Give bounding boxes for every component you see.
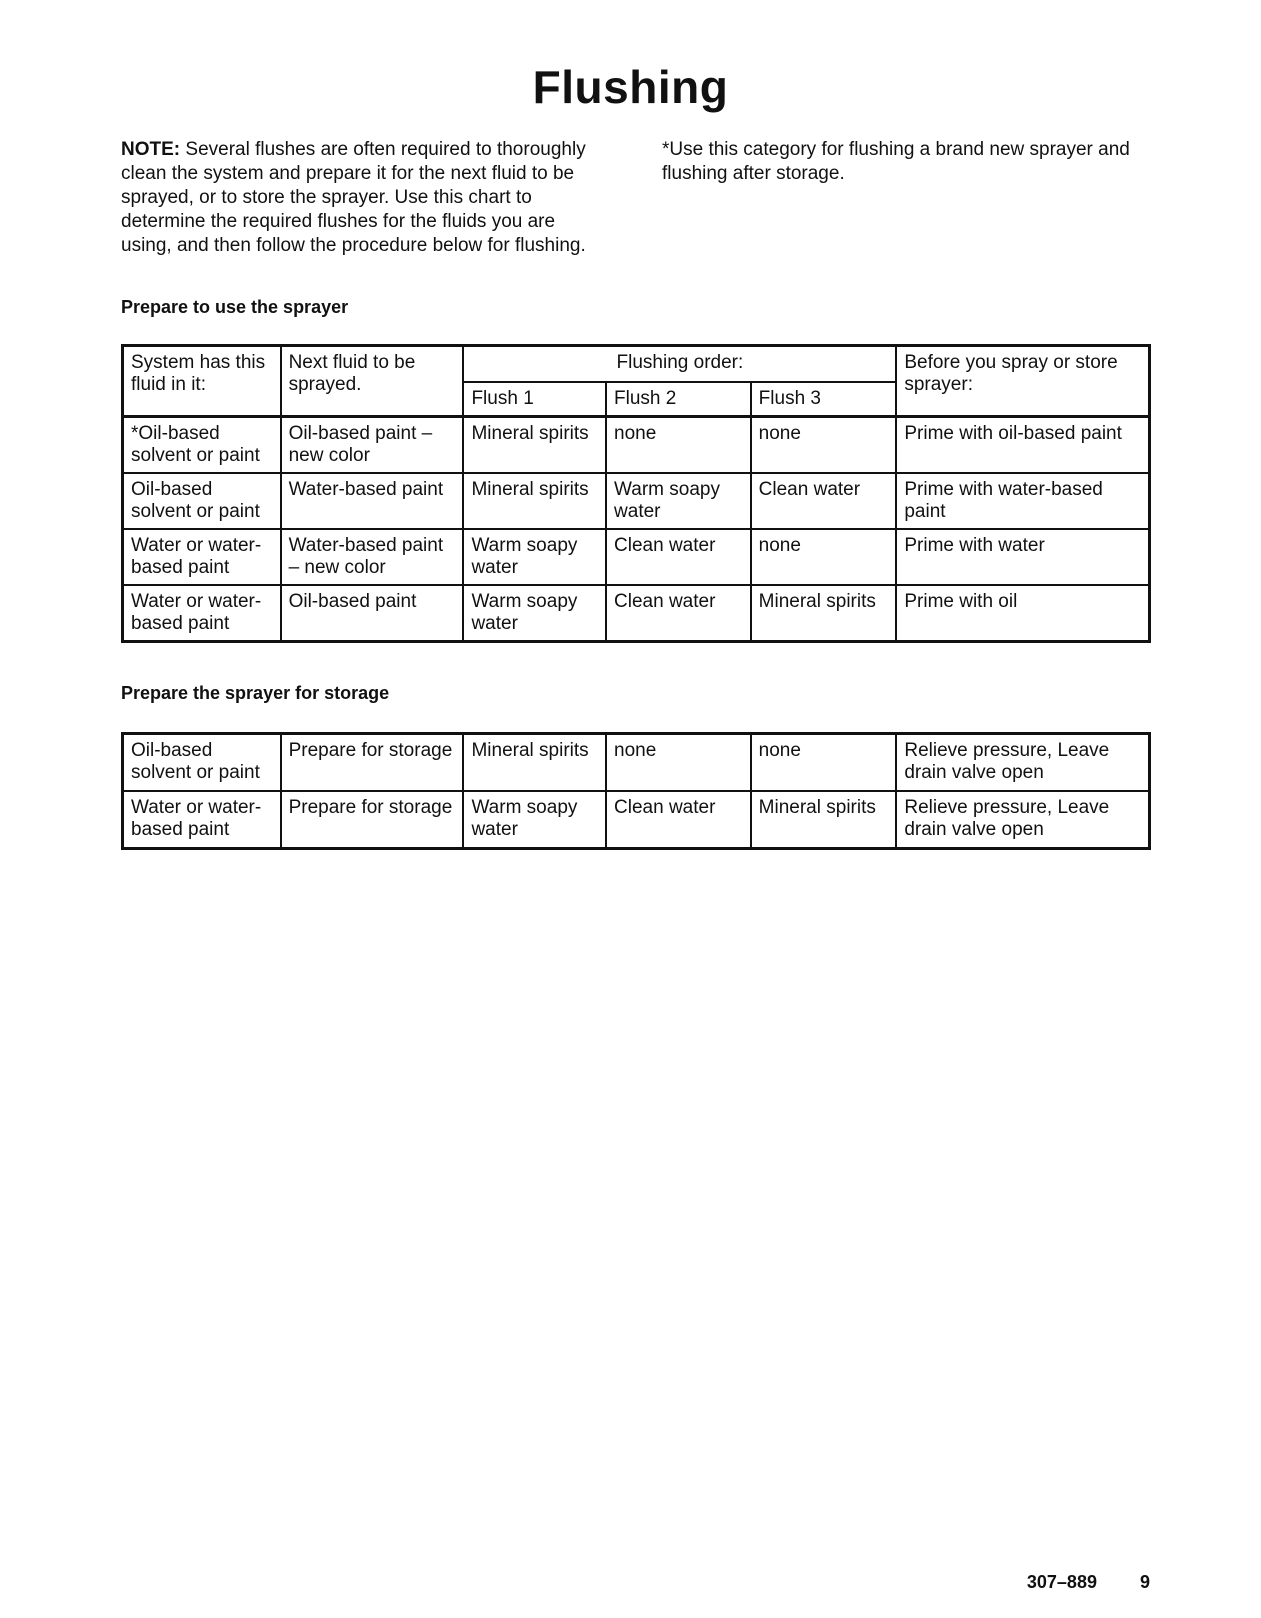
cell-flush-3: Mineral spirits [751, 585, 897, 642]
cell-flush-3: Clean water [751, 473, 897, 529]
table-row [123, 734, 1150, 792]
header-flush-2: Flush 2 [606, 382, 751, 417]
cell-flush-1: Mineral spirits [463, 734, 606, 792]
cell-flush-2: none [606, 417, 751, 474]
cell-before-spray: Prime with water-based paint [896, 473, 1149, 529]
cell-flush-1: Warm soapy water [463, 791, 606, 849]
page-footer [1027, 1572, 1150, 1593]
cell-system-has: *Oil-based solvent or paint [123, 417, 281, 474]
table-header-row [123, 346, 1150, 383]
cell-flush-1: Mineral spirits [463, 473, 606, 529]
cell-before-spray: Relieve pressure, Leave drain valve open [896, 791, 1149, 849]
table-row [123, 585, 1150, 642]
flushing-chart-use [121, 344, 1151, 643]
cell-flush-3: none [751, 529, 897, 585]
table-row [123, 791, 1150, 849]
cell-system-has: Oil-based solvent or paint [123, 734, 281, 792]
note-label: NOTE: [121, 139, 181, 160]
cell-before-spray: Relieve pressure, Leave drain valve open [896, 734, 1149, 792]
cell-system-has: Water or water-based paint [123, 529, 281, 585]
cell-system-has: Water or water-based paint [123, 791, 281, 849]
header-system-has: System has this fluid in it: [123, 346, 281, 417]
cell-next-fluid: Oil-based paint [281, 585, 464, 642]
page-number: 9 [1139, 1572, 1150, 1592]
cell-before-spray: Prime with oil-based paint [896, 417, 1149, 474]
table-row [123, 417, 1150, 474]
header-next-fluid: Next fluid to be sprayed. [281, 346, 464, 417]
header-before-spray: Before you spray or store sprayer: [896, 346, 1149, 417]
cell-next-fluid: Prepare for storage [281, 734, 464, 792]
cell-before-spray: Prime with water [896, 529, 1149, 585]
cell-flush-2: Clean water [606, 529, 751, 585]
cell-flush-2: Warm soapy water [606, 473, 751, 529]
cell-next-fluid: Prepare for storage [281, 791, 464, 849]
cell-before-spray: Prime with oil [896, 585, 1149, 642]
table-row [123, 529, 1150, 585]
cell-system-has: Oil-based solvent or paint [123, 473, 281, 529]
cell-flush-3: Mineral spirits [751, 791, 897, 849]
note-text: Several flushes are often required to thoroughly clean the system and prepare it for the next fluid to be sprayed, or to store the sprayer. Use this chart to determine the required flushes for the fluids you are using, and then follow the procedure below for flushing. [121, 139, 586, 256]
cell-flush-1: Warm soapy water [463, 585, 606, 642]
cell-next-fluid: Oil-based paint – new color [281, 417, 464, 474]
header-flushing-order: Flushing order: [463, 346, 896, 383]
page-title: Flushing [532, 61, 729, 113]
cell-flush-2: none [606, 734, 751, 792]
header-flush-3: Flush 3 [751, 382, 897, 417]
section-heading-prepare-use: Prepare to use the sprayer [121, 297, 349, 317]
cell-flush-2: Clean water [606, 585, 751, 642]
cell-flush-2: Clean water [606, 791, 751, 849]
cell-next-fluid: Water-based paint [281, 473, 464, 529]
table-row [123, 473, 1150, 529]
cell-system-has: Water or water-based paint [123, 585, 281, 642]
document-number: 307–889 [1026, 1572, 1097, 1592]
flushing-chart-storage [121, 732, 1151, 850]
note-paragraph [121, 138, 591, 258]
cell-flush-1: Mineral spirits [463, 417, 606, 474]
header-flush-1: Flush 1 [463, 382, 606, 417]
footnote-paragraph: *Use this category for flushing a brand new sprayer and flushing after storage. [662, 139, 1130, 184]
cell-next-fluid: Water-based paint – new color [281, 529, 464, 585]
section-heading-prepare-storage: Prepare the sprayer for storage [121, 683, 390, 703]
cell-flush-3: none [751, 734, 897, 792]
cell-flush-1: Warm soapy water [463, 529, 606, 585]
cell-flush-3: none [751, 417, 897, 474]
